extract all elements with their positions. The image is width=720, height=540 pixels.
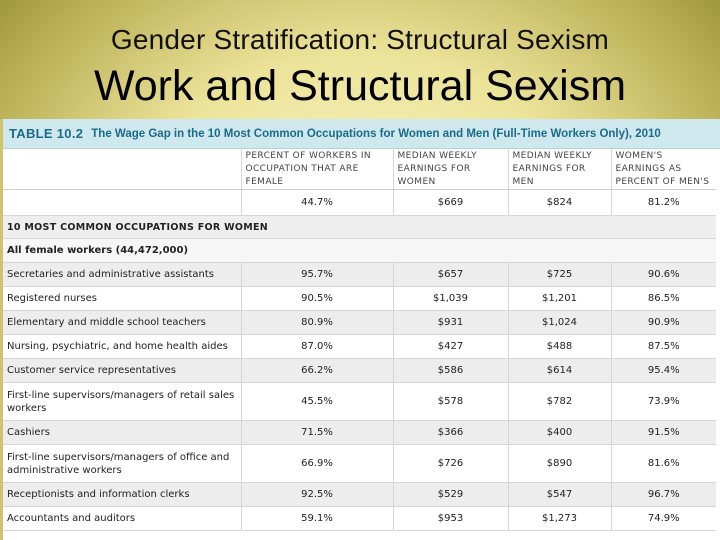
men-earnings-cell: $547 (508, 483, 611, 507)
occupation-cell: Secretaries and administrative assistants (3, 263, 241, 287)
occupation-cell: Nursing, psychiatric, and home health aides (3, 335, 241, 359)
table-row (3, 335, 716, 359)
section-label: 10 MOST COMMON OCCUPATIONS FOR WOMEN (3, 216, 716, 239)
pct-female-cell: 71.5% (241, 421, 393, 445)
men-earnings-cell: $890 (508, 445, 611, 483)
wage-gap-table (3, 149, 716, 531)
pct-female-cell: 45.5% (241, 383, 393, 421)
ratio-cell: 90.9% (611, 311, 716, 335)
summary-ratio: 81.2% (611, 190, 716, 216)
table-row (3, 287, 716, 311)
women-earnings-cell: $953 (393, 507, 508, 531)
women-earnings-cell: $1,039 (393, 287, 508, 311)
ratio-cell: 86.5% (611, 287, 716, 311)
men-earnings-cell: $400 (508, 421, 611, 445)
table-row (3, 507, 716, 531)
summary-pct-female: 44.7% (241, 190, 393, 216)
men-earnings-cell: $614 (508, 359, 611, 383)
table-title: The Wage Gap in the 10 Most Common Occupations for Women and Men (Full-Time Workers Only), 2010 (91, 127, 661, 140)
women-earnings-cell: $427 (393, 335, 508, 359)
header-pct-female: PERCENT OF WORKERS IN OCCUPATION THAT ARE FEMALE (241, 149, 393, 190)
women-earnings-cell: $529 (393, 483, 508, 507)
occupation-cell: Receptionists and information clerks (3, 483, 241, 507)
men-earnings-cell: $488 (508, 335, 611, 359)
table-label: TABLE 10.2 (9, 126, 84, 141)
header-women-earnings: MEDIAN WEEKLY EARNINGS FOR WOMEN (393, 149, 508, 190)
pct-female-cell: 59.1% (241, 507, 393, 531)
occupation-cell: Registered nurses (3, 287, 241, 311)
pct-female-cell: 66.9% (241, 445, 393, 483)
header-occupation (3, 149, 241, 190)
ratio-cell: 90.6% (611, 263, 716, 287)
ratio-cell: 74.9% (611, 507, 716, 531)
header-ratio: WOMEN'S EARNINGS AS PERCENT OF MEN'S (611, 149, 716, 190)
table-row (3, 383, 716, 421)
occupation-cell: Customer service representatives (3, 359, 241, 383)
pct-female-cell: 80.9% (241, 311, 393, 335)
ratio-cell: 96.7% (611, 483, 716, 507)
slide-title: Work and Structural Sexism (93, 62, 627, 110)
slide-subtitle: Gender Stratification: Structural Sexism (110, 24, 610, 55)
table-panel (0, 119, 720, 540)
occupation-cell: Accountants and auditors (3, 507, 241, 531)
table-row (3, 263, 716, 287)
group-row (3, 239, 716, 263)
slide-title-area (0, 0, 720, 118)
women-earnings-cell: $586 (393, 359, 508, 383)
summary-row (3, 190, 716, 216)
pct-female-cell: 92.5% (241, 483, 393, 507)
table-row (3, 359, 716, 383)
group-label: All female workers (44,472,000) (3, 239, 716, 263)
pct-female-cell: 90.5% (241, 287, 393, 311)
men-earnings-cell: $1,024 (508, 311, 611, 335)
table-row (3, 311, 716, 335)
men-earnings-cell: $1,201 (508, 287, 611, 311)
summary-men: $824 (508, 190, 611, 216)
men-earnings-cell: $725 (508, 263, 611, 287)
table-row (3, 483, 716, 507)
occupation-cell: Cashiers (3, 421, 241, 445)
table-row (3, 445, 716, 483)
ratio-cell: 81.6% (611, 445, 716, 483)
summary-label (3, 190, 241, 216)
occupation-cell: First-line supervisors/managers of retail sales workers (3, 383, 241, 421)
pct-female-cell: 87.0% (241, 335, 393, 359)
occupation-cell: Elementary and middle school teachers (3, 311, 241, 335)
table-row (3, 421, 716, 445)
ratio-cell: 91.5% (611, 421, 716, 445)
men-earnings-cell: $782 (508, 383, 611, 421)
header-men-earnings: MEDIAN WEEKLY EARNINGS FOR MEN (508, 149, 611, 190)
ratio-cell: 87.5% (611, 335, 716, 359)
women-earnings-cell: $366 (393, 421, 508, 445)
men-earnings-cell: $1,273 (508, 507, 611, 531)
ratio-cell: 73.9% (611, 383, 716, 421)
table-caption (3, 119, 720, 149)
women-earnings-cell: $657 (393, 263, 508, 287)
pct-female-cell: 95.7% (241, 263, 393, 287)
women-earnings-cell: $931 (393, 311, 508, 335)
ratio-cell: 95.4% (611, 359, 716, 383)
section-row (3, 216, 716, 239)
occupation-cell: First-line supervisors/managers of office and administrative workers (3, 445, 241, 483)
pct-female-cell: 66.2% (241, 359, 393, 383)
summary-women: $669 (393, 190, 508, 216)
women-earnings-cell: $726 (393, 445, 508, 483)
women-earnings-cell: $578 (393, 383, 508, 421)
header-row (3, 149, 716, 190)
